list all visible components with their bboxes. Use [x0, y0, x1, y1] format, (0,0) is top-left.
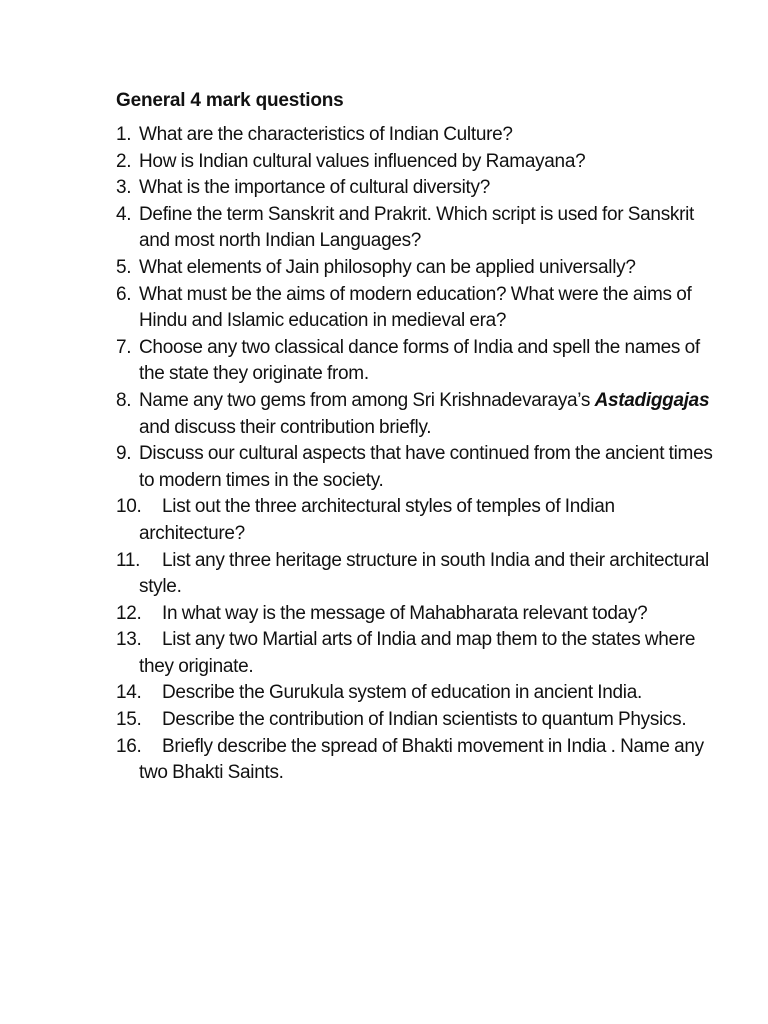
- question-number: 14.: [116, 682, 142, 704]
- question-text: How is Indian cultural values influenced by Ramayana?: [139, 150, 586, 172]
- question-text: What are the characteristics of Indian Culture?: [139, 124, 513, 145]
- question-number: 16.: [116, 735, 142, 757]
- document-page: [116, 88, 716, 787]
- question-text: List any two Martial arts of India and map them to the states where they originate.: [139, 629, 696, 677]
- question-text-after: and discuss their contribution briefly.: [139, 416, 432, 438]
- question-number: 7.: [116, 336, 132, 358]
- question-item: [116, 441, 716, 494]
- question-number: 4.: [116, 203, 132, 225]
- question-text: What elements of Jain philosophy can be applied universally?: [139, 256, 636, 278]
- question-item: [116, 255, 716, 282]
- question-emphasis: Astadiggajas: [594, 389, 710, 411]
- question-list: [116, 122, 716, 787]
- question-text: Choose any two classical dance forms of India and spell the names of the state they originate from.: [139, 336, 700, 385]
- question-item: [116, 202, 716, 255]
- question-text: What must be the aims of modern education? What were the aims of Hindu and Islamic education in medieval era?: [139, 283, 692, 332]
- question-text: Briefly describe the spread of Bhakti movement in India . Name any two Bhakti Saints.: [139, 735, 704, 784]
- question-text: Describe the Gurukula system of education in ancient India.: [162, 682, 642, 704]
- question-number: 5.: [116, 256, 132, 278]
- question-number: 10.: [116, 496, 142, 518]
- question-number: 13.: [116, 629, 142, 651]
- question-number: 6.: [116, 283, 132, 305]
- question-item: [116, 282, 716, 335]
- question-item: [116, 494, 716, 547]
- question-number: 11.: [116, 549, 141, 571]
- question-item: [116, 175, 716, 202]
- question-number: 15.: [116, 709, 142, 731]
- question-item: [116, 122, 716, 149]
- document-heading: General 4 mark questions: [116, 90, 344, 111]
- question-text-before: Name any two gems from among Sri Krishnadevaraya’s: [139, 389, 595, 411]
- question-item: [116, 335, 716, 388]
- question-item: [116, 601, 716, 628]
- question-item: [116, 149, 716, 176]
- question-number: 12.: [116, 602, 142, 624]
- question-number: 2.: [116, 150, 132, 172]
- question-number: 9.: [116, 443, 132, 465]
- question-item: [116, 680, 716, 707]
- question-number: 8.: [116, 389, 132, 411]
- question-item: [116, 707, 716, 734]
- question-text: Describe the contribution of Indian scientists to quantum Physics.: [162, 709, 687, 731]
- question-item: [116, 734, 716, 787]
- question-item: [116, 388, 716, 441]
- question-text: List any three heritage structure in south India and their architectural style.: [139, 549, 709, 598]
- question-text: Define the term Sanskrit and Prakrit. Which script is used for Sanskrit and most north Indian Languages?: [139, 203, 695, 252]
- question-item: [116, 627, 716, 680]
- question-text: List out the three architectural styles of temples of Indian architecture?: [139, 496, 615, 544]
- question-text: In what way is the message of Mahabharata relevant today?: [162, 602, 648, 624]
- question-item: [116, 548, 716, 601]
- question-number: 1.: [116, 124, 132, 145]
- question-text: What is the importance of cultural diversity?: [139, 177, 490, 199]
- question-number: 3.: [116, 177, 132, 199]
- question-text: Discuss our cultural aspects that have continued from the ancient times to modern times in the society.: [139, 443, 713, 491]
